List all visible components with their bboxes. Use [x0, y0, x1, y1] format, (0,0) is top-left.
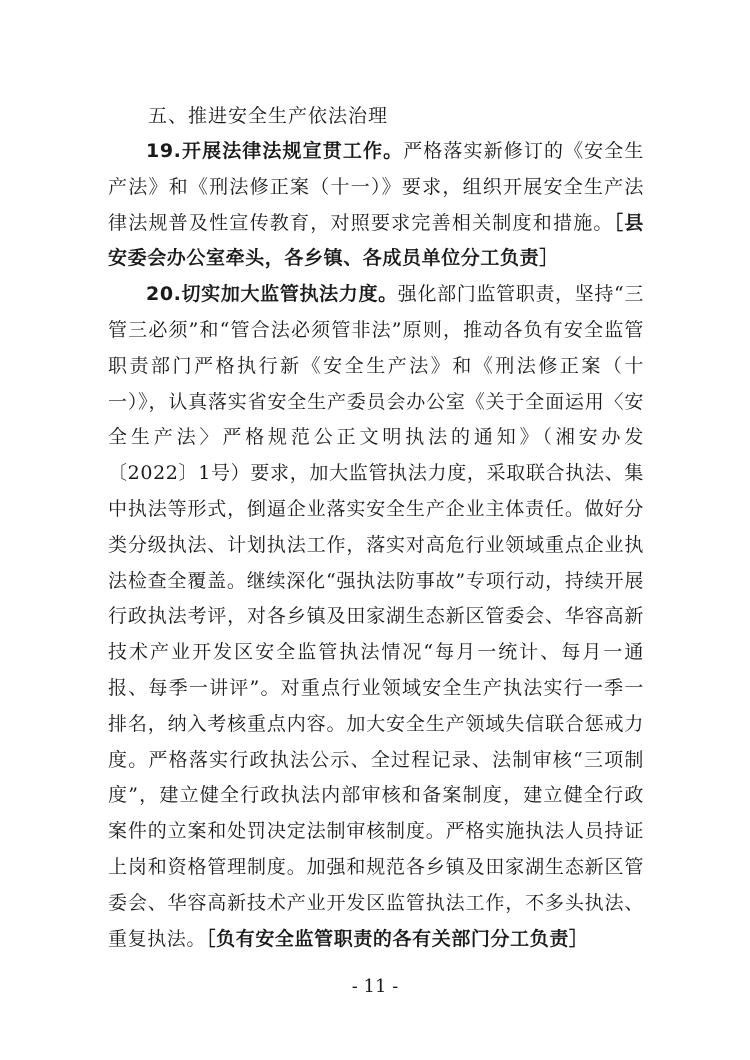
item-20-responsibility: ［负有安全监管职责的各有关部门分工负责］	[206, 927, 589, 950]
item-20-body: 强化部门监管职责，坚持“三管三必须”和“管合法必须管非法”原则，推动各负有安全监管职责部门严格执行新《安全生产法》和《刑法修正案（十一）》，认真落实省安全生产委员会办公室《关于全面运用〈安全生产法〉严格规范公正文明执法的通知》（湘安办发〔2022〕1号）要求，加大监管执法力度，采取联合执法、集中执法等形式，倒逼企业落实安全生产企业主体责任。做好分类分级执法、计划执法工作，落实对高危行业领域重点企业执法检查全覆盖。继续深化“强执法防事故”专项行动，持续开展行政执法考评，对各乡镇及田家湖生态新区管委会、华容高新技术产业开发区安全监管执法情况“每月一统计、每月一通报、每季一讲评”。对重点行业领域安全生产执法实行一季一排名，纳入考核重点内容。加大安全生产领域失信联合惩戒力度。严格落实行政执法公示、全过程记录、法制审核“三项制度”，建立健全行政执法内部审核和备案制度，建立健全行政案件的立案和处罚决定法制审核制度。严格实施执法人员持证上岗和资格管理制度。加强和规范各乡镇及田家湖生态新区管委会、华容高新技术产业开发区监管执法工作，不多头执法、重复执法。	[108, 283, 645, 950]
section-heading: 五、推进安全生产依法治理	[148, 105, 389, 127]
item-19-lead: 19.开展法律法规宣贯工作。	[146, 140, 404, 162]
item-19-paragraph	[108, 134, 644, 277]
page-number: - 11 -	[351, 976, 399, 997]
item-19-responsibility: ［县安委会办公室牵头，各乡镇、各成员单位分工负责］	[108, 211, 644, 270]
item-20-paragraph	[108, 277, 644, 957]
item-20-lead: 20.切实加大监管执法力度。	[146, 283, 398, 306]
item-19-body: 严格落实新修订的《安全生产法》和《刑法修正案（十一）》要求，组织开展安全生产法律法规普及性宣传教育，对照要求完善相关制度和措施。	[108, 140, 645, 234]
document-page	[108, 98, 644, 957]
